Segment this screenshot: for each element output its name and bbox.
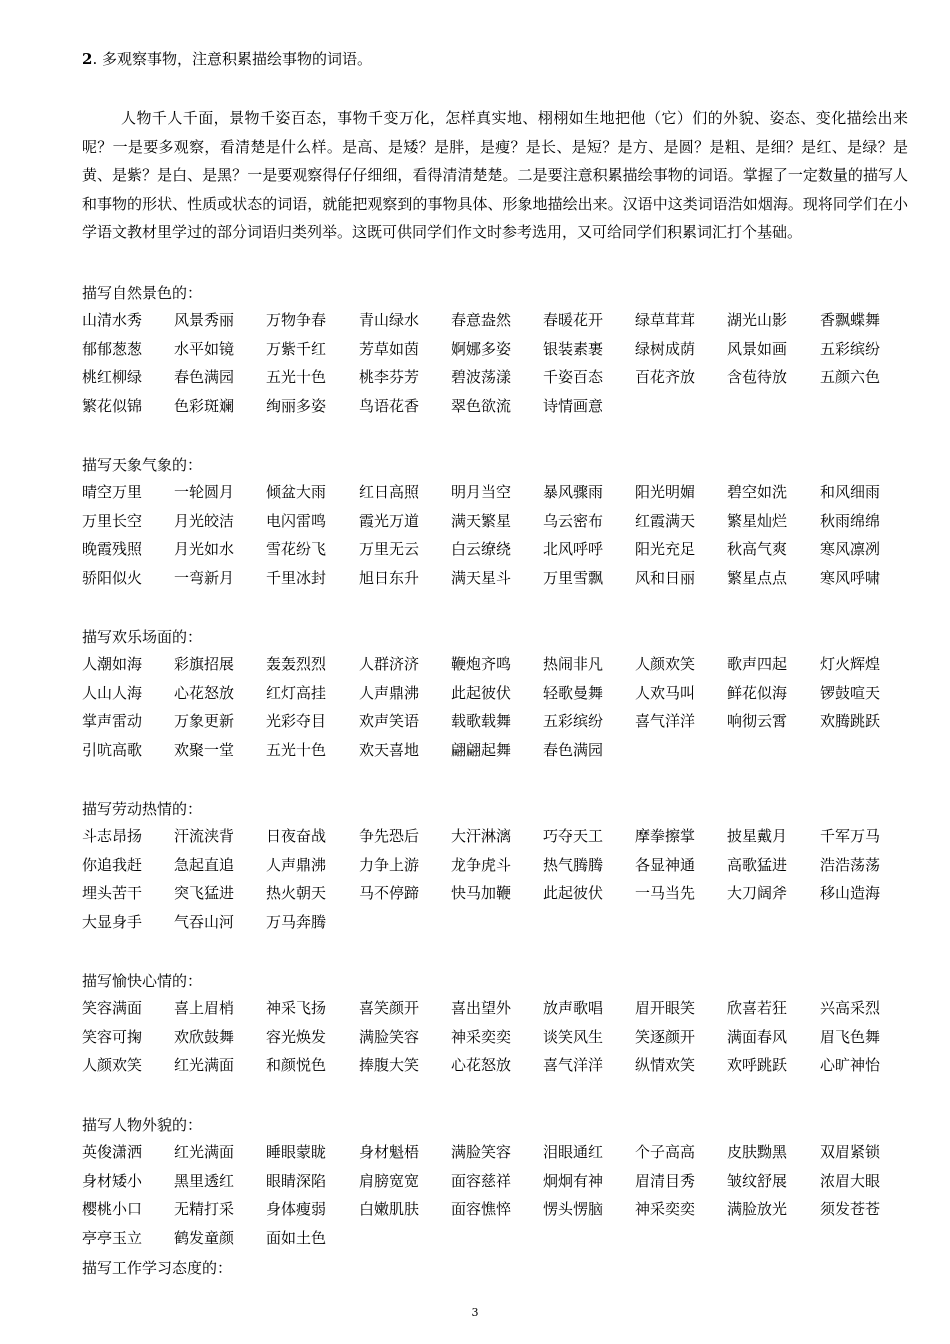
word-item: 亭亭玉立 bbox=[82, 1229, 143, 1248]
word-item: 歌声四起 bbox=[727, 655, 788, 673]
word-item: 鸟语花香 bbox=[359, 397, 420, 416]
word-item: 樱桃小口 bbox=[82, 1200, 143, 1219]
word-item: 面容慈祥 bbox=[451, 1171, 512, 1190]
word-item: 满天星斗 bbox=[451, 569, 512, 588]
word-item: 皱纹舒展 bbox=[727, 1171, 788, 1190]
word-item: 争先恐后 bbox=[359, 827, 420, 845]
word-item: 人潮如海 bbox=[82, 655, 143, 673]
word-item: 英俊潇洒 bbox=[82, 1143, 143, 1161]
word-item: 欢聚一堂 bbox=[174, 741, 235, 760]
word-item: 巧夺天工 bbox=[543, 827, 604, 845]
word-row bbox=[82, 309, 912, 331]
word-item: 人颜欢笑 bbox=[82, 1056, 143, 1075]
word-row bbox=[82, 653, 912, 675]
word-item: 斗志昂扬 bbox=[82, 827, 143, 845]
word-item: 碧空如洗 bbox=[727, 483, 788, 501]
word-row bbox=[82, 739, 912, 761]
word-item: 马不停蹄 bbox=[359, 884, 420, 903]
word-item: 湖光山影 bbox=[727, 311, 788, 329]
word-row bbox=[82, 510, 912, 532]
word-item: 万物争春 bbox=[266, 311, 327, 329]
word-item: 芳草如茵 bbox=[359, 339, 420, 358]
word-item: 五彩缤纷 bbox=[820, 339, 881, 358]
word-item: 喜气洋洋 bbox=[635, 712, 696, 731]
word-item: 急起直追 bbox=[174, 855, 235, 874]
word-item: 人颜欢笑 bbox=[635, 655, 696, 673]
word-item: 青山绿水 bbox=[359, 311, 420, 329]
word-item: 笑逐颜开 bbox=[635, 1027, 696, 1046]
word-row bbox=[82, 1227, 912, 1249]
word-item: 月光皎洁 bbox=[174, 511, 235, 530]
word-item: 白云缭绕 bbox=[451, 540, 512, 559]
word-item: 人声鼎沸 bbox=[266, 855, 327, 874]
word-item: 婀娜多姿 bbox=[451, 339, 512, 358]
word-item: 霞光万道 bbox=[359, 511, 420, 530]
word-item: 眉清目秀 bbox=[635, 1171, 696, 1190]
word-item: 气吞山河 bbox=[174, 913, 235, 932]
section-heading bbox=[82, 48, 372, 70]
word-row bbox=[82, 911, 912, 933]
word-item: 万里雪飘 bbox=[543, 569, 604, 588]
word-item: 满脸笑容 bbox=[451, 1143, 512, 1161]
word-item: 捧腹大笑 bbox=[359, 1056, 420, 1075]
word-item: 容光焕发 bbox=[266, 1027, 327, 1046]
word-item: 万马奔腾 bbox=[266, 913, 327, 932]
word-item: 神采奕奕 bbox=[635, 1200, 696, 1219]
word-item: 笑容可掬 bbox=[82, 1027, 143, 1046]
word-item: 放声歌唱 bbox=[543, 999, 604, 1017]
word-item: 一马当先 bbox=[635, 884, 696, 903]
word-item: 无精打采 bbox=[174, 1200, 235, 1219]
word-item: 摩拳擦掌 bbox=[635, 827, 696, 845]
word-item: 欣喜若狂 bbox=[727, 999, 788, 1017]
section-label: 描写劳动热情的： bbox=[82, 800, 203, 818]
word-item: 色彩斑斓 bbox=[174, 397, 235, 416]
word-item: 阳光充足 bbox=[635, 540, 696, 559]
word-item: 春色满园 bbox=[174, 368, 235, 387]
word-item: 绿草茸茸 bbox=[635, 311, 696, 329]
word-item: 力争上游 bbox=[359, 855, 420, 874]
word-item: 春意盎然 bbox=[451, 311, 512, 329]
word-item: 百花齐放 bbox=[635, 368, 696, 387]
word-item: 热火朝天 bbox=[266, 884, 327, 903]
word-item: 愣头愣脑 bbox=[543, 1200, 604, 1219]
word-item: 神采奕奕 bbox=[451, 1027, 512, 1046]
heading-title: . 多观察事物，注意积累描绘事物的词语。 bbox=[92, 50, 372, 68]
word-item: 和颜悦色 bbox=[266, 1056, 327, 1075]
word-item: 秋雨绵绵 bbox=[820, 511, 881, 530]
word-item: 春暖花开 bbox=[543, 311, 604, 329]
word-item: 心花怒放 bbox=[174, 683, 235, 702]
word-item: 满脸放光 bbox=[727, 1200, 788, 1219]
word-item: 须发苍苍 bbox=[820, 1200, 881, 1219]
word-item: 春色满园 bbox=[543, 741, 604, 760]
word-item: 双眉紧锁 bbox=[820, 1143, 881, 1161]
word-item: 黑里透红 bbox=[174, 1171, 235, 1190]
word-item: 龙争虎斗 bbox=[451, 855, 512, 874]
word-item: 电闪雷鸣 bbox=[266, 511, 327, 530]
word-item: 繁星灿烂 bbox=[727, 511, 788, 530]
word-row bbox=[82, 1170, 912, 1192]
word-row bbox=[82, 366, 912, 388]
word-item: 泪眼通红 bbox=[543, 1143, 604, 1161]
word-row bbox=[82, 481, 912, 503]
word-item: 诗情画意 bbox=[543, 397, 604, 416]
section-label: 描写人物外貌的： bbox=[82, 1116, 203, 1134]
word-item: 心花怒放 bbox=[451, 1056, 512, 1075]
word-item: 红日高照 bbox=[359, 483, 420, 501]
word-item: 热气腾腾 bbox=[543, 855, 604, 874]
word-row bbox=[82, 710, 912, 732]
word-item: 欢声笑语 bbox=[359, 712, 420, 731]
word-item: 欢腾跳跃 bbox=[820, 712, 881, 731]
word-item: 万里无云 bbox=[359, 540, 420, 559]
word-item: 红光满面 bbox=[174, 1143, 235, 1161]
word-item: 千里冰封 bbox=[266, 569, 327, 588]
word-item: 红光满面 bbox=[174, 1056, 235, 1075]
word-row bbox=[82, 825, 912, 847]
word-item: 万紫千红 bbox=[266, 339, 327, 358]
word-row bbox=[82, 395, 912, 417]
word-row bbox=[82, 1054, 912, 1076]
word-item: 肩膀宽宽 bbox=[359, 1171, 420, 1190]
word-item: 倾盆大雨 bbox=[266, 483, 327, 501]
section-label: 描写自然景色的： bbox=[82, 284, 203, 302]
word-item: 人群济济 bbox=[359, 655, 420, 673]
word-row bbox=[82, 567, 912, 589]
word-item: 千军万马 bbox=[820, 827, 881, 845]
heading-number: 2 bbox=[82, 50, 93, 68]
word-item: 欢欣鼓舞 bbox=[174, 1027, 235, 1046]
word-item: 万象更新 bbox=[174, 712, 235, 731]
page-number: 3 bbox=[471, 1306, 479, 1319]
word-row bbox=[82, 1141, 912, 1163]
section-label: 描写工作学习态度的： bbox=[82, 1259, 233, 1277]
word-item: 此起彼伏 bbox=[543, 884, 604, 903]
word-row bbox=[82, 882, 912, 904]
word-item: 轰轰烈烈 bbox=[266, 655, 327, 673]
word-item: 桃红柳绿 bbox=[82, 368, 143, 387]
word-item: 鞭炮齐鸣 bbox=[451, 655, 512, 673]
word-item: 满天繁星 bbox=[451, 511, 512, 530]
word-row bbox=[82, 997, 912, 1019]
word-item: 五颜六色 bbox=[820, 368, 881, 387]
word-row bbox=[82, 682, 912, 704]
word-item: 一弯新月 bbox=[174, 569, 235, 588]
word-item: 暴风骤雨 bbox=[543, 483, 604, 501]
word-item: 日夜奋战 bbox=[266, 827, 327, 845]
word-item: 快马加鞭 bbox=[451, 884, 512, 903]
word-item: 月光如水 bbox=[174, 540, 235, 559]
word-item: 千姿百态 bbox=[543, 368, 604, 387]
word-item: 埋头苦干 bbox=[82, 884, 143, 903]
word-item: 彩旗招展 bbox=[174, 655, 235, 673]
word-item: 人声鼎沸 bbox=[359, 683, 420, 702]
word-item: 神采飞扬 bbox=[266, 999, 327, 1017]
word-item: 桃李芬芳 bbox=[359, 368, 420, 387]
word-item: 满脸笑容 bbox=[359, 1027, 420, 1046]
word-item: 炯炯有神 bbox=[543, 1171, 604, 1190]
word-row bbox=[82, 338, 912, 360]
word-item: 鹤发童颜 bbox=[174, 1229, 235, 1248]
word-row bbox=[82, 1198, 912, 1220]
word-row bbox=[82, 1026, 912, 1048]
word-item: 汗流浃背 bbox=[174, 827, 235, 845]
section-label: 描写欢乐场面的： bbox=[82, 628, 203, 646]
word-item: 浓眉大眼 bbox=[820, 1171, 881, 1190]
word-item: 满面春风 bbox=[727, 1027, 788, 1046]
word-item: 响彻云霄 bbox=[727, 712, 788, 731]
word-item: 喜出望外 bbox=[451, 999, 512, 1017]
word-item: 喜气洋洋 bbox=[543, 1056, 604, 1075]
word-item: 身材魁梧 bbox=[359, 1143, 420, 1161]
word-item: 白嫩肌肤 bbox=[359, 1200, 420, 1219]
word-item: 面如土色 bbox=[266, 1229, 327, 1248]
word-item: 皮肤黝黑 bbox=[727, 1143, 788, 1161]
word-item: 热闹非凡 bbox=[543, 655, 604, 673]
word-item: 红霞满天 bbox=[635, 511, 696, 530]
word-item: 兴高采烈 bbox=[820, 999, 881, 1017]
word-item: 大刀阔斧 bbox=[727, 884, 788, 903]
word-item: 光彩夺目 bbox=[266, 712, 327, 731]
word-item: 风和日丽 bbox=[635, 569, 696, 588]
word-row bbox=[82, 538, 912, 560]
word-item: 锣鼓喧天 bbox=[820, 683, 881, 702]
word-item: 掌声雷动 bbox=[82, 712, 143, 731]
word-item: 欢呼跳跃 bbox=[727, 1056, 788, 1075]
word-item: 银装素裹 bbox=[543, 339, 604, 358]
word-item: 五光十色 bbox=[266, 741, 327, 760]
word-item: 寒风呼啸 bbox=[820, 569, 881, 588]
word-item: 谈笑风生 bbox=[543, 1027, 604, 1046]
word-item: 高歌猛进 bbox=[727, 855, 788, 874]
word-item: 翩翩起舞 bbox=[451, 741, 512, 760]
word-item: 和风细雨 bbox=[820, 483, 881, 501]
word-item: 秋高气爽 bbox=[727, 540, 788, 559]
word-item: 载歌载舞 bbox=[451, 712, 512, 731]
word-item: 绚丽多姿 bbox=[266, 397, 327, 416]
word-item: 人欢马叫 bbox=[635, 683, 696, 702]
word-item: 郁郁葱葱 bbox=[82, 339, 143, 358]
word-item: 鲜花似海 bbox=[727, 683, 788, 702]
word-item: 眉开眼笑 bbox=[635, 999, 696, 1017]
word-item: 欢天喜地 bbox=[359, 741, 420, 760]
word-item: 喜笑颜开 bbox=[359, 999, 420, 1017]
word-item: 眉飞色舞 bbox=[820, 1027, 881, 1046]
word-item: 晴空万里 bbox=[82, 483, 143, 501]
word-item: 红灯高挂 bbox=[266, 683, 327, 702]
word-item: 纵情欢笑 bbox=[635, 1056, 696, 1075]
word-item: 北风呼呼 bbox=[543, 540, 604, 559]
word-item: 喜上眉梢 bbox=[174, 999, 235, 1017]
word-item: 五彩缤纷 bbox=[543, 712, 604, 731]
word-item: 睡眼蒙眬 bbox=[266, 1143, 327, 1161]
word-item: 绿树成荫 bbox=[635, 339, 696, 358]
word-item: 心旷神怡 bbox=[820, 1056, 881, 1075]
word-item: 碧波荡漾 bbox=[451, 368, 512, 387]
word-item: 眼睛深陷 bbox=[266, 1171, 327, 1190]
word-item: 阳光明媚 bbox=[635, 483, 696, 501]
word-item: 繁星点点 bbox=[727, 569, 788, 588]
word-item: 身体瘦弱 bbox=[266, 1200, 327, 1219]
word-item: 引吭高歌 bbox=[82, 741, 143, 760]
word-item: 寒风凛冽 bbox=[820, 540, 881, 559]
word-item: 移山造海 bbox=[820, 884, 881, 903]
word-item: 风景如画 bbox=[727, 339, 788, 358]
word-item: 个子高高 bbox=[635, 1143, 696, 1161]
word-item: 晚霞残照 bbox=[82, 540, 143, 559]
word-item: 大汗淋漓 bbox=[451, 827, 512, 845]
word-item: 山清水秀 bbox=[82, 311, 143, 329]
word-item: 繁花似锦 bbox=[82, 397, 143, 416]
word-item: 大显身手 bbox=[82, 913, 143, 932]
word-item: 旭日东升 bbox=[359, 569, 420, 588]
word-item: 香飘蝶舞 bbox=[820, 311, 881, 329]
word-item: 灯火辉煌 bbox=[820, 655, 881, 673]
word-item: 骄阳似火 bbox=[82, 569, 143, 588]
word-item: 此起彼伏 bbox=[451, 683, 512, 702]
word-item: 水平如镜 bbox=[174, 339, 235, 358]
word-item: 风景秀丽 bbox=[174, 311, 235, 329]
word-item: 雪花纷飞 bbox=[266, 540, 327, 559]
word-item: 轻歌曼舞 bbox=[543, 683, 604, 702]
word-item: 突飞猛进 bbox=[174, 884, 235, 903]
word-item: 万里长空 bbox=[82, 511, 143, 530]
word-item: 乌云密布 bbox=[543, 511, 604, 530]
word-item: 你追我赶 bbox=[82, 855, 143, 874]
word-item: 人山人海 bbox=[82, 683, 143, 702]
word-item: 一轮圆月 bbox=[174, 483, 235, 501]
word-item: 明月当空 bbox=[451, 483, 512, 501]
word-item: 披星戴月 bbox=[727, 827, 788, 845]
word-item: 身材矮小 bbox=[82, 1171, 143, 1190]
word-item: 浩浩荡荡 bbox=[820, 855, 881, 874]
section-label: 描写天象气象的： bbox=[82, 456, 203, 474]
word-item: 各显神通 bbox=[635, 855, 696, 874]
intro-paragraph: 人物千人千面，景物千姿百态，事物千变万化，怎样真实地、栩栩如生地把他（它）们的外貌、姿态、变化描绘出来呢？一是要多观察，看清楚是什么样。是高、是矮？是胖，是瘦？是长、是短？是方、是圆？是粗、是细？是红、是绿？是黄、是紫？是白、是黑？一是要观察得仔仔细细，看得清清楚楚。二是要注意积累描绘事物的词语。掌握了一定数量的描写人和事物的形状、性质或状态的词语，就能把观察到的事物具体、形象地描绘出来。汉语中这类词语浩如烟海。现将同学们在小学语文教材里学过的部分词语归类列举。这既可供同学们作文时参考选用，又可给同学们积累词汇打个基础。 bbox=[82, 109, 908, 242]
word-item: 五光十色 bbox=[266, 368, 327, 387]
section-label: 描写愉快心情的： bbox=[82, 972, 203, 990]
word-item: 翠色欲流 bbox=[451, 397, 512, 416]
word-item: 含苞待放 bbox=[727, 368, 788, 387]
word-item: 面容憔悴 bbox=[451, 1200, 512, 1219]
word-row bbox=[82, 854, 912, 876]
word-item: 笑容满面 bbox=[82, 999, 143, 1017]
